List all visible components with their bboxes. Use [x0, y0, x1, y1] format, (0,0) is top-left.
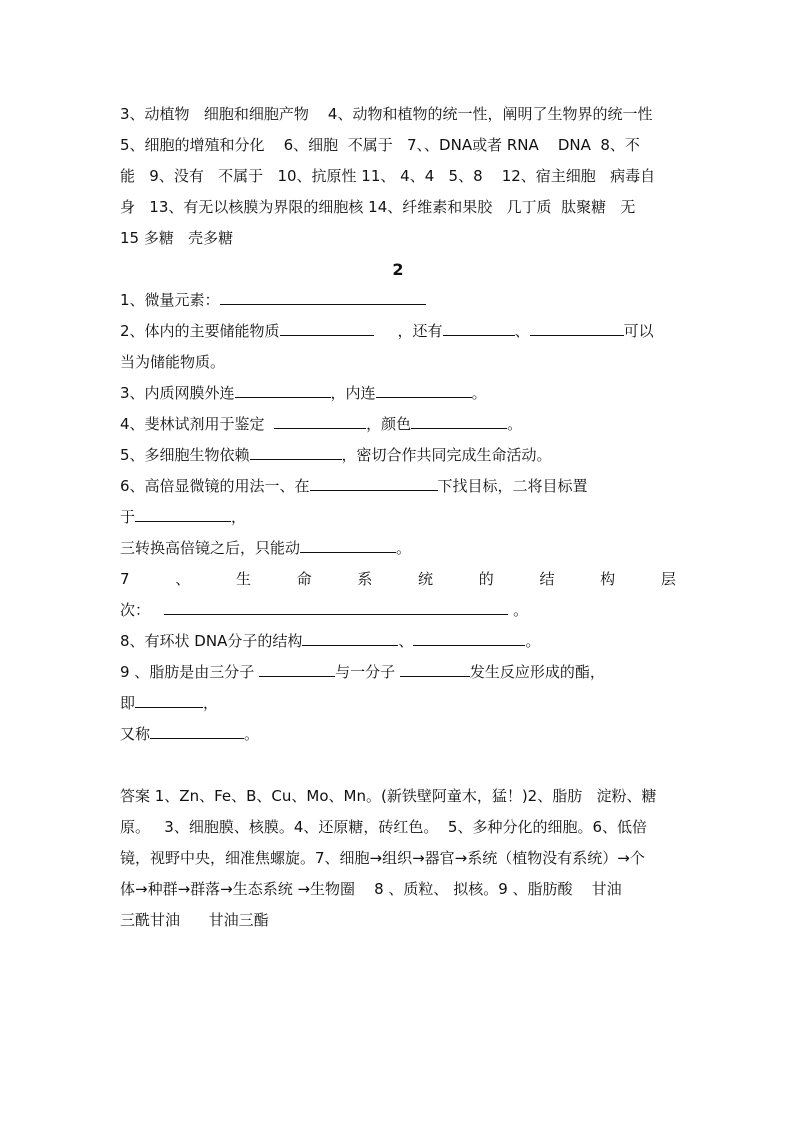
question-text: 下找目标，二将目标置 [437, 477, 588, 495]
answer-blank[interactable] [164, 598, 508, 615]
question-5 [120, 440, 676, 471]
question-text: ， [203, 694, 219, 712]
question-6 [120, 471, 676, 502]
question-text: 6、高倍显微镜的用法一、在 [120, 477, 310, 495]
answer-line: 15 多糖 壳多糖 [120, 229, 234, 247]
question-text: 、 [514, 322, 530, 340]
question-9-cont [120, 719, 676, 750]
answers-block-2 [120, 781, 676, 936]
question-word: 命 [296, 570, 312, 588]
question-text: 次： [120, 601, 151, 619]
question-4 [120, 409, 676, 440]
question-text: 4、斐林试剂用于鉴定 [120, 415, 265, 433]
question-text: 、 [398, 632, 414, 650]
question-7-cont [120, 595, 676, 626]
answer-blank[interactable] [280, 319, 374, 336]
question-text: 。 [471, 384, 487, 402]
answer-blank[interactable] [413, 629, 525, 646]
answer-blank[interactable] [300, 536, 396, 553]
answer-line: 答案 1、Zn、Fe、B、Cu、Mo、Mn。(新铁壁阿童木，猛！)2、脂肪 淀粉、糖 [120, 787, 657, 805]
question-word: 生 [235, 570, 251, 588]
question-text: 1、微量元素： [120, 291, 220, 309]
answer-blank[interactable] [400, 660, 470, 677]
question-word: 构 [600, 570, 616, 588]
question-text: 5、多细胞生物依赖 [120, 446, 250, 464]
document-page [120, 99, 676, 936]
question-3 [120, 378, 676, 409]
answer-line: 身 13、有无以核膜为界限的细胞核 14、纤维素和果胶 几丁质 肽聚糖 无 [120, 198, 636, 216]
answer-blank[interactable] [530, 319, 624, 336]
question-text: 。 [525, 632, 541, 650]
question-1 [120, 285, 676, 316]
question-2 [120, 316, 676, 347]
answer-blank[interactable] [310, 474, 438, 491]
question-text: ，颜色 [366, 415, 412, 433]
answer-line: 5、细胞的增殖和分化 6、细胞 不属于 7、、DNA或者 RNA DNA 8、不 [120, 136, 640, 154]
answer-line: 三酰甘油 甘油三酯 [120, 911, 269, 929]
answer-blank[interactable] [302, 629, 398, 646]
answer-line: 原。 3、细胞膜、核膜。4、还原糖，砖红色。 5、多种分化的细胞。6、低倍 [120, 818, 648, 836]
question-2-cont: 当为储能物质。 [120, 353, 226, 371]
question-6-cont [120, 533, 676, 564]
question-text: 即 [120, 694, 136, 712]
question-text: 于 [120, 508, 136, 526]
question-text: 与一分子 [335, 663, 396, 681]
question-6-cont [120, 502, 676, 533]
answer-blank[interactable] [135, 505, 231, 522]
question-text: 三转换高倍镜之后，只能动 [120, 539, 301, 557]
question-text: 可以 [623, 322, 654, 340]
answer-blank[interactable] [150, 722, 244, 739]
question-word: 层 [660, 570, 676, 588]
answer-blank[interactable] [250, 443, 342, 460]
question-word: 结 [539, 570, 555, 588]
answer-blank[interactable] [259, 660, 335, 677]
answer-blank[interactable] [376, 381, 472, 398]
answers-block-1 [120, 99, 676, 254]
answer-blank[interactable] [274, 412, 366, 429]
question-word: 统 [418, 570, 434, 588]
section-heading: 2 [392, 260, 404, 279]
question-text: ，内连 [330, 384, 376, 402]
question-text: 。 [244, 725, 260, 743]
question-text: 8、有环状 DNA分子的结构 [120, 632, 303, 650]
question-text: 发生反应形成的酯， [469, 663, 605, 681]
question-text: 2、体内的主要储能物质 [120, 322, 280, 340]
question-word: 、 [175, 570, 191, 588]
question-7 [120, 564, 676, 595]
answer-line: 镜，视野中央，细准焦螺旋。7、细胞→组织→器官→系统（植物没有系统）→个 [120, 849, 645, 867]
question-word: 系 [357, 570, 373, 588]
question-text: 。 [396, 539, 412, 557]
spacer [120, 750, 676, 781]
answer-line: 能 9、没有 不属于 10、抗原性 11、 4、4 5、8 12、宿主细胞 病毒自 [120, 167, 656, 185]
question-text: 又称 [120, 725, 151, 743]
answer-line: 3、动植物 细胞和细胞产物 4、动物和植物的统一性，阐明了生物界的统一性 [120, 105, 653, 123]
question-text: ， [231, 508, 247, 526]
question-text: 。 [513, 601, 529, 619]
answer-blank[interactable] [411, 412, 507, 429]
question-9 [120, 657, 676, 688]
question-9-cont [120, 688, 676, 719]
question-text: 9 、脂肪是由三分子 [120, 663, 255, 681]
question-text: 。 [507, 415, 523, 433]
answer-blank[interactable] [443, 319, 515, 336]
question-text: ，还有 [397, 322, 443, 340]
question-text: ，密切合作共同完成生命活动。 [341, 446, 552, 464]
answer-blank[interactable] [235, 381, 331, 398]
question-text: 3、内质网膜外连 [120, 384, 235, 402]
question-8 [120, 626, 676, 657]
answer-blank[interactable] [220, 288, 426, 305]
question-word: 的 [478, 570, 494, 588]
question-word: 7 [120, 570, 130, 588]
answer-blank[interactable] [135, 691, 203, 708]
questions-block [120, 285, 676, 750]
answer-line: 体→种群→群落→生态系统 →生物圈 8 、质粒、 拟核。9 、脂肪酸 甘油 [120, 880, 622, 898]
